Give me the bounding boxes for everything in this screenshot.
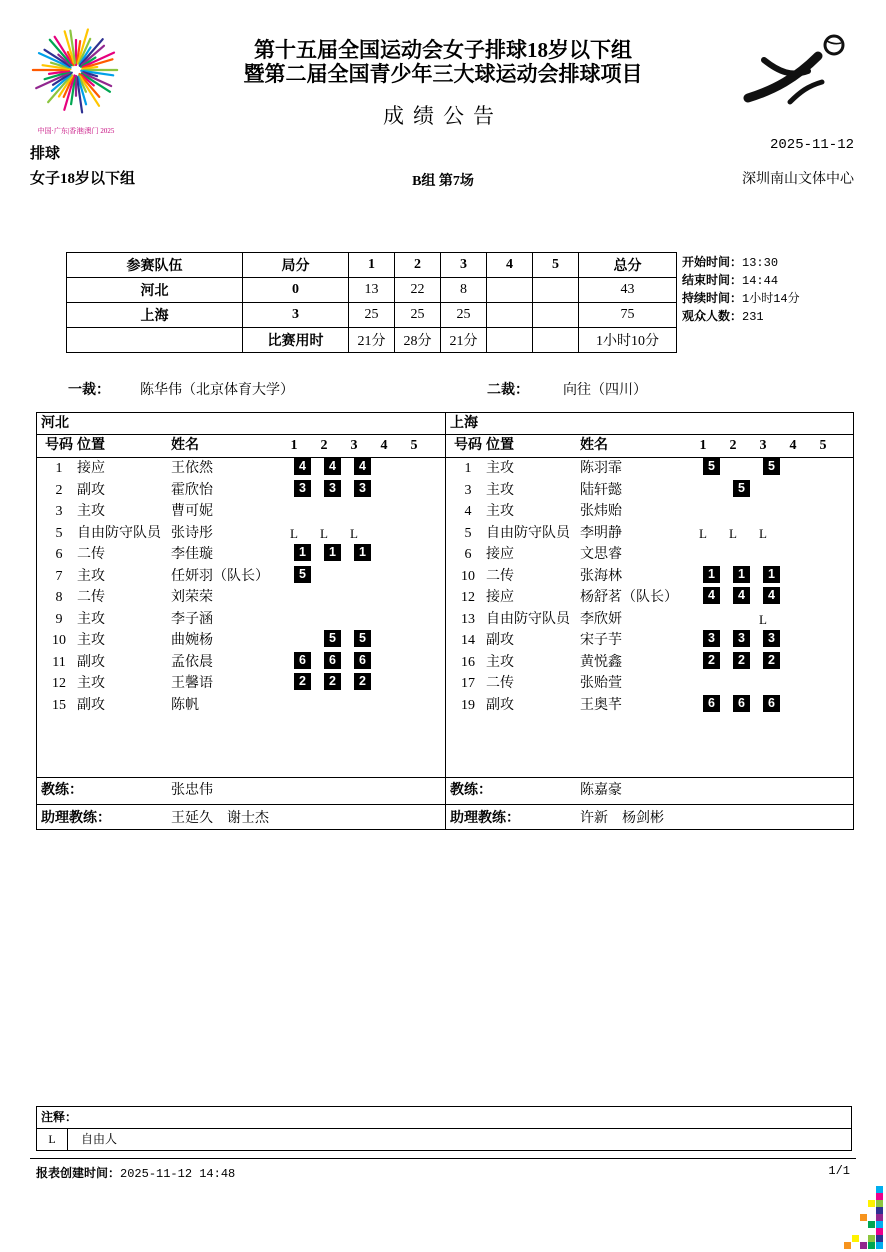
mosaic-cell xyxy=(860,1214,867,1221)
lineup-position-number: 6 xyxy=(703,695,720,712)
player-number: 6 xyxy=(55,547,63,562)
player-number: 6 xyxy=(464,547,472,562)
player-row xyxy=(37,587,445,609)
note-code: L xyxy=(48,1132,56,1146)
lineup-position-number: 5 xyxy=(703,458,720,475)
lineup-position-number: 5 xyxy=(294,566,311,583)
player-number: 5 xyxy=(55,525,63,541)
player-position: 主攻 xyxy=(486,654,514,670)
player-position: 自由防守队员 xyxy=(486,611,570,627)
coach-name: 陈嘉豪 xyxy=(580,783,622,798)
set-score xyxy=(487,278,533,303)
mosaic-cell xyxy=(876,1193,883,1200)
player-row xyxy=(446,587,853,609)
set-duration: 21分 xyxy=(349,328,395,353)
start-time: 开始时间：13:30 xyxy=(682,255,779,270)
player-number: 12 xyxy=(461,590,475,605)
player-name: 曲婉杨 xyxy=(171,633,213,648)
player-position: 副攻 xyxy=(486,633,514,648)
total-points: 75 xyxy=(579,303,677,328)
lineup-position-number: 2 xyxy=(733,652,750,669)
player-name: 张贻萱 xyxy=(580,676,622,691)
player-row xyxy=(37,652,445,674)
lineup-position-number: 2 xyxy=(763,652,780,669)
assistant-coach-names: 许新 杨剑彬 xyxy=(580,811,664,826)
lineup-position-number: 3 xyxy=(354,480,371,497)
lineup-position-number: 3 xyxy=(294,480,311,497)
lineup-position-number: 5 xyxy=(354,630,371,647)
player-position: 副攻 xyxy=(77,697,105,713)
player-name: 刘荣荣 xyxy=(171,590,213,605)
lineup-position-number: 4 xyxy=(733,587,750,604)
set-score: 13 xyxy=(349,278,395,303)
player-position: 主攻 xyxy=(486,482,514,498)
lineup-position-number: 3 xyxy=(733,630,750,647)
roster-shanghai xyxy=(445,413,853,829)
mosaic-cell xyxy=(868,1242,875,1249)
player-position: 主攻 xyxy=(77,676,105,691)
mosaic-cell xyxy=(876,1200,883,1207)
player-name: 王依然 xyxy=(171,461,213,476)
lineup-position-number: 6 xyxy=(324,652,341,669)
match-date: 2025-11-12 xyxy=(769,137,854,153)
lineup-position-number: 2 xyxy=(294,673,311,690)
player-row xyxy=(37,544,445,566)
libero-mark: L xyxy=(759,611,767,627)
note-divider xyxy=(67,1129,68,1150)
player-row xyxy=(37,609,445,631)
set-duration: 21分 xyxy=(441,328,487,353)
col-teams: 参赛队伍 xyxy=(67,253,243,278)
player-name: 张诗彤 xyxy=(171,525,213,541)
player-name: 王奥芊 xyxy=(580,697,622,713)
player-number: 4 xyxy=(464,504,472,519)
match-label: B组 第7场 xyxy=(412,174,474,189)
player-name: 文思睿 xyxy=(580,547,622,562)
mosaic-cell xyxy=(876,1235,883,1242)
roster-team-name: 河北 xyxy=(37,413,445,435)
libero-mark: L xyxy=(290,525,298,541)
set-duration xyxy=(533,328,579,353)
referees-row xyxy=(0,379,886,399)
player-position: 接应 xyxy=(486,590,514,605)
player-position: 接应 xyxy=(486,547,514,562)
player-row xyxy=(446,480,853,502)
total-duration: 1小时10分 xyxy=(579,328,677,353)
player-position: 副攻 xyxy=(77,482,105,498)
sets-won: 0 xyxy=(243,278,349,303)
player-number: 13 xyxy=(461,611,475,627)
player-row xyxy=(446,458,853,480)
player-number: 2 xyxy=(55,482,63,498)
lineup-position-number: 1 xyxy=(294,544,311,561)
rosters xyxy=(36,412,854,830)
libero-mark: L xyxy=(759,525,767,541)
player-name: 李欣妍 xyxy=(580,611,622,627)
mosaic-cell xyxy=(876,1242,883,1249)
lineup-position-number: 3 xyxy=(324,480,341,497)
set-score: 8 xyxy=(441,278,487,303)
lineup-position-number: 4 xyxy=(763,587,780,604)
player-name: 霍欣怡 xyxy=(171,482,213,498)
mosaic-cell xyxy=(876,1228,883,1235)
player-row xyxy=(446,673,853,695)
player-name: 张海林 xyxy=(580,568,622,584)
title-line-2: 暨第二届全国青少年三大球运动会排球项目 xyxy=(243,62,643,86)
lineup-position-number: 4 xyxy=(354,458,371,475)
lineup-position-number: 2 xyxy=(354,673,371,690)
set-score: 25 xyxy=(441,303,487,328)
player-position: 副攻 xyxy=(486,697,514,713)
player-name: 王馨语 xyxy=(171,676,213,691)
player-row xyxy=(446,630,853,652)
col-set4: 4 xyxy=(487,253,533,278)
lineup-position-number: 3 xyxy=(763,630,780,647)
player-row xyxy=(37,673,445,695)
player-position: 主攻 xyxy=(77,611,105,627)
player-position: 主攻 xyxy=(486,504,514,519)
player-row xyxy=(446,523,853,545)
match-info xyxy=(682,254,800,326)
page-number: 1/1 xyxy=(828,1164,850,1178)
player-name: 李子涵 xyxy=(171,611,213,627)
score-table xyxy=(66,252,677,353)
assistant-coach-names: 王延久 谢士杰 xyxy=(171,811,269,826)
spectators: 观众人数：231 xyxy=(682,309,764,324)
mosaic-cell xyxy=(876,1214,883,1221)
report-created: 报表创建时间：2025-11-12 14:48 xyxy=(36,1166,236,1181)
player-name: 黄悦鑫 xyxy=(580,654,622,670)
player-name: 曹可妮 xyxy=(171,504,213,519)
player-name: 李明静 xyxy=(580,525,622,541)
player-number: 10 xyxy=(461,568,475,584)
player-name: 杨舒茗（队长） xyxy=(580,590,678,605)
col-set2: 2 xyxy=(395,253,441,278)
player-name: 任妍羽（队长） xyxy=(171,568,269,584)
lineup-position-number: 4 xyxy=(703,587,720,604)
mosaic-cell xyxy=(844,1242,851,1249)
player-number: 3 xyxy=(464,482,472,498)
mosaic-cell xyxy=(876,1221,883,1228)
second-referee-name: 向往（四川） xyxy=(563,383,647,398)
lineup-position-number: 5 xyxy=(324,630,341,647)
notes-box xyxy=(36,1106,852,1151)
player-position: 主攻 xyxy=(486,461,514,476)
lineup-position-number: 1 xyxy=(324,544,341,561)
player-name: 李佳璇 xyxy=(171,547,213,562)
player-number: 19 xyxy=(461,697,475,713)
roster-header: 号码 位置 姓名 1 2 3 4 5 xyxy=(446,435,853,458)
note-row-libero xyxy=(37,1129,851,1150)
player-name: 宋子芋 xyxy=(580,633,622,648)
player-number: 14 xyxy=(461,633,475,648)
player-row xyxy=(37,630,445,652)
mosaic-cell xyxy=(876,1207,883,1214)
player-position: 主攻 xyxy=(77,633,105,648)
player-number: 5 xyxy=(464,525,472,541)
first-referee-name: 陈华伟（北京体育大学） xyxy=(140,383,294,398)
games-logo-caption: 中国·广东|香港|澳门 2025 xyxy=(37,127,115,135)
libero-mark: L xyxy=(350,525,358,541)
lineup-position-number: 6 xyxy=(354,652,371,669)
col-set5: 5 xyxy=(533,253,579,278)
player-row xyxy=(37,695,445,717)
corner-mosaic-decoration xyxy=(844,1186,886,1252)
lineup-position-number: 3 xyxy=(703,630,720,647)
elapsed-time: 持续时间：1小时14分 xyxy=(682,291,800,306)
note-description: 自由人 xyxy=(81,1132,118,1146)
coach-name: 张忠伟 xyxy=(171,783,213,798)
col-set3: 3 xyxy=(441,253,487,278)
player-position: 二传 xyxy=(486,676,514,691)
player-position: 自由防守队员 xyxy=(486,525,570,541)
lineup-position-number: 5 xyxy=(763,458,780,475)
player-row xyxy=(37,480,445,502)
volleyball-pictogram-icon xyxy=(734,30,860,114)
mosaic-cell xyxy=(868,1221,875,1228)
col-setscore: 局分 xyxy=(243,253,349,278)
col-set1: 1 xyxy=(349,253,395,278)
player-list xyxy=(446,458,853,777)
player-number: 16 xyxy=(461,654,475,670)
player-position: 副攻 xyxy=(77,654,105,670)
mosaic-cell xyxy=(868,1200,875,1207)
player-position: 二传 xyxy=(77,590,105,605)
first-referee-label: 一裁： xyxy=(68,383,110,398)
player-row xyxy=(446,544,853,566)
player-number: 10 xyxy=(52,633,66,648)
title-results-notice: 成绩公告 xyxy=(383,104,503,128)
player-name: 孟依晨 xyxy=(171,654,213,670)
player-number: 1 xyxy=(55,461,63,476)
empty-cell xyxy=(67,328,243,353)
mosaic-cell xyxy=(868,1235,875,1242)
total-points: 43 xyxy=(579,278,677,303)
libero-mark: L xyxy=(320,525,328,541)
player-name: 陈帆 xyxy=(171,697,199,713)
team-name: 上海 xyxy=(67,303,243,328)
set-score xyxy=(533,278,579,303)
score-row-hebei xyxy=(67,278,677,303)
player-name: 陈羽霏 xyxy=(580,461,622,476)
col-total: 总分 xyxy=(579,253,677,278)
player-name: 陆轩懿 xyxy=(580,482,622,498)
player-row xyxy=(446,695,853,717)
libero-mark: L xyxy=(729,525,737,541)
venue-label: 深圳南山文体中心 xyxy=(742,172,854,187)
player-number: 8 xyxy=(55,590,63,605)
set-duration xyxy=(487,328,533,353)
player-number: 3 xyxy=(55,504,63,519)
second-referee-label: 二裁： xyxy=(487,383,529,398)
player-row xyxy=(446,609,853,631)
lineup-position-number: 1 xyxy=(703,566,720,583)
lineup-position-number: 6 xyxy=(733,695,750,712)
set-score: 22 xyxy=(395,278,441,303)
sport-label: 排球 xyxy=(30,146,61,162)
notes-title: 注释： xyxy=(37,1107,851,1129)
player-number: 17 xyxy=(461,676,475,691)
mosaic-cell xyxy=(860,1242,867,1249)
player-position: 主攻 xyxy=(77,568,105,584)
set-score xyxy=(487,303,533,328)
set-score: 25 xyxy=(395,303,441,328)
sets-won: 3 xyxy=(243,303,349,328)
player-number: 11 xyxy=(52,654,66,670)
roster-team-name: 上海 xyxy=(446,413,853,435)
player-row xyxy=(446,566,853,588)
lineup-position-number: 1 xyxy=(354,544,371,561)
set-duration: 28分 xyxy=(395,328,441,353)
player-position: 接应 xyxy=(77,461,105,476)
player-number: 12 xyxy=(52,676,66,691)
lineup-position-number: 5 xyxy=(733,480,750,497)
set-score: 25 xyxy=(349,303,395,328)
assistant-coach-row: 助理教练： 许新 杨剑彬 xyxy=(446,804,853,832)
player-position: 二传 xyxy=(486,568,514,584)
roster-header: 号码 位置 姓名 1 2 3 4 5 xyxy=(37,435,445,458)
player-row xyxy=(37,458,445,480)
lineup-position-number: 6 xyxy=(763,695,780,712)
player-row xyxy=(446,501,853,523)
mosaic-cell xyxy=(852,1235,859,1242)
end-time: 结束时间：14:44 xyxy=(682,273,779,288)
player-row xyxy=(37,523,445,545)
lineup-position-number: 1 xyxy=(763,566,780,583)
player-name: 张炜贻 xyxy=(580,504,622,519)
player-row xyxy=(37,501,445,523)
roster-hebei xyxy=(37,413,445,829)
team-name: 河北 xyxy=(67,278,243,303)
mosaic-cell xyxy=(876,1186,883,1193)
duration-label: 比赛用时 xyxy=(243,328,349,353)
lineup-position-number: 1 xyxy=(733,566,750,583)
coach-row: 教练： 陈嘉豪 xyxy=(446,777,853,804)
lineup-position-number: 2 xyxy=(703,652,720,669)
player-position: 主攻 xyxy=(77,504,105,519)
lineup-position-number: 4 xyxy=(294,458,311,475)
title-line-1: 第十五届全国运动会女子排球18岁以下组 xyxy=(254,38,632,62)
libero-mark: L xyxy=(699,525,707,541)
player-number: 1 xyxy=(464,461,472,476)
player-row xyxy=(446,652,853,674)
score-row-shanghai xyxy=(67,303,677,328)
group-label: 女子18岁以下组 xyxy=(30,171,136,187)
player-row xyxy=(37,566,445,588)
lineup-position-number: 2 xyxy=(324,673,341,690)
footer-divider xyxy=(30,1158,856,1159)
player-list xyxy=(37,458,445,777)
player-number: 9 xyxy=(55,611,63,627)
coach-row: 教练： 张忠伟 xyxy=(37,777,445,804)
set-score xyxy=(533,303,579,328)
player-number: 15 xyxy=(52,697,66,713)
lineup-position-number: 6 xyxy=(294,652,311,669)
player-position: 二传 xyxy=(77,547,105,562)
assistant-coach-row: 助理教练： 王延久 谢士杰 xyxy=(37,804,445,832)
duration-row xyxy=(67,328,677,353)
player-position: 自由防守队员 xyxy=(77,525,161,541)
player-number: 7 xyxy=(55,568,63,584)
score-header-row xyxy=(67,253,677,278)
lineup-position-number: 4 xyxy=(324,458,341,475)
